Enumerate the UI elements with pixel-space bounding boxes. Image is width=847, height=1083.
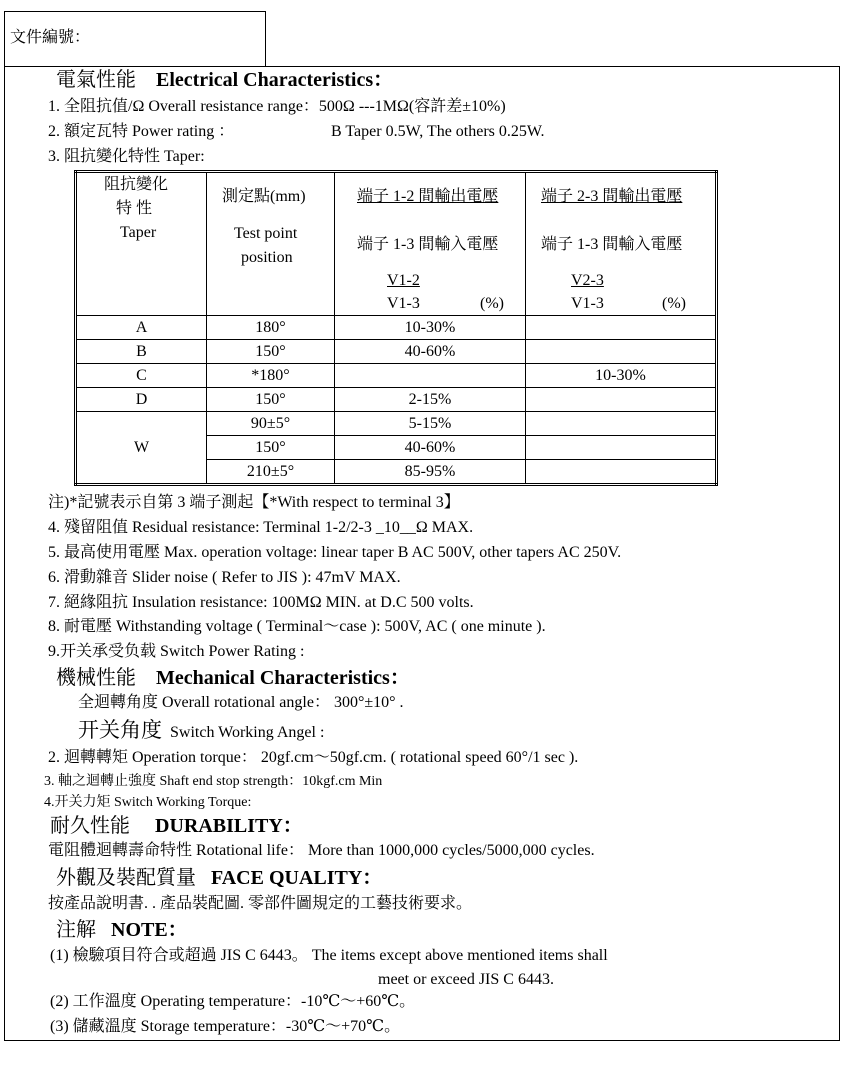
table-row bbox=[76, 316, 717, 340]
note-item-1: (1) 檢驗項目符合或超過 JIS C 6443。 The items except above mentioned items shall bbox=[50, 947, 608, 964]
header-v23-unit: (%) bbox=[662, 295, 686, 312]
cell-v12: 40-60% bbox=[335, 340, 526, 364]
header-test-point-cn: 測定點(mm) bbox=[222, 188, 306, 205]
cell-v23 bbox=[526, 316, 717, 340]
header-v12 bbox=[335, 172, 526, 316]
note-item-3: (3) 儲藏溫度 Storage temperature：-30℃～+70℃。 bbox=[50, 1018, 401, 1035]
note-title-cn: 注解 bbox=[56, 919, 96, 941]
cell-v12: 40-60% bbox=[335, 436, 526, 460]
cell-taper: B bbox=[76, 340, 207, 364]
spec-line-taper: 3. 阻抗變化特性 Taper: bbox=[48, 148, 205, 165]
spec-line-slider-noise: 6. 滑動雜音 Slider noise ( Refer to JIS ): 47mV MAX. bbox=[48, 569, 401, 586]
face-quality-title-cn: 外觀及裝配質量 bbox=[56, 867, 196, 889]
header-v12-unit: (%) bbox=[480, 295, 504, 312]
header-test-point-en1: Test point bbox=[234, 225, 298, 242]
header-test-point bbox=[207, 172, 335, 316]
switch-angle-en: Switch Working Angel : bbox=[170, 724, 325, 741]
spec-line-torque: 2. 迴轉轉矩 Operation torque： 20gf.cm～50gf.cm. ( rotational speed 60°/1 sec ). bbox=[48, 749, 579, 766]
table-row bbox=[76, 340, 717, 364]
cell-v12: 2-15% bbox=[335, 388, 526, 412]
table-row bbox=[76, 364, 717, 388]
spec-line-power-rating: 2. 額定瓦特 Power rating ： bbox=[48, 123, 235, 140]
cell-v23 bbox=[526, 412, 717, 436]
cell-point: 90±5° bbox=[207, 412, 335, 436]
cell-taper: D bbox=[76, 388, 207, 412]
cell-v12: 10-30% bbox=[335, 316, 526, 340]
electrical-title-cn: 電氣性能 bbox=[56, 69, 136, 91]
cell-point: 150° bbox=[207, 388, 335, 412]
spec-line-rotational-angle: 全迴轉角度 Overall rotational angle： 300°±10° . bbox=[78, 694, 404, 711]
taper-table bbox=[74, 170, 718, 486]
cell-v23 bbox=[526, 340, 717, 364]
cell-v23 bbox=[526, 460, 717, 485]
doc-number-label: 文件編號： bbox=[10, 29, 91, 46]
cell-point: 210±5° bbox=[207, 460, 335, 485]
spec-line-shaft-stop: 3. 軸之迴轉止強度 Shaft end stop strength：10kgf.cm Min bbox=[44, 774, 383, 789]
electrical-title-en: Electrical Characteristics： bbox=[156, 69, 394, 91]
spec-line-rotational-life: 電阻體迴轉壽命特性 Rotational life： More than 1000,000 cycles/5000,000 cycles. bbox=[48, 842, 595, 859]
table-header-row bbox=[76, 172, 717, 316]
electrical-title bbox=[56, 68, 393, 92]
cell-point: *180° bbox=[207, 364, 335, 388]
spec-line-withstanding: 8. 耐電壓 Withstanding voltage ( Terminal～case ): 500V, AC ( one minute ). bbox=[48, 618, 546, 635]
mechanical-title-cn: 機械性能 bbox=[56, 667, 136, 689]
durability-title-en: DURABILITY： bbox=[155, 815, 303, 837]
table-row bbox=[76, 388, 717, 412]
note-item-2: (2) 工作溫度 Operating temperature：-10℃～+60℃。 bbox=[50, 993, 416, 1010]
header-v23-denominator: V1-3 bbox=[571, 295, 604, 312]
cell-point: 150° bbox=[207, 340, 335, 364]
note-item-1-cont: meet or exceed JIS C 6443. bbox=[378, 971, 554, 988]
header-v23-input: 端子 1-3 間輸入電壓 bbox=[541, 236, 683, 253]
header-taper-en: Taper bbox=[120, 224, 157, 241]
note-title-en: NOTE： bbox=[111, 919, 188, 941]
spec-line-insulation: 7. 絕緣阻抗 Insulation resistance: 100MΩ MIN. at D.C 500 volts. bbox=[48, 594, 474, 611]
header-taper-cn1: 阻抗變化 bbox=[104, 176, 169, 193]
header-v23-output: 端子 2-3 間輸出電壓 bbox=[541, 188, 683, 205]
face-quality-title-en: FACE QUALITY： bbox=[211, 867, 383, 889]
cell-v12: 5-15% bbox=[335, 412, 526, 436]
note-title bbox=[56, 918, 188, 942]
header-v12-input: 端子 1-3 間輸入電壓 bbox=[357, 236, 499, 253]
spec-line-max-voltage: 5. 最高使用電壓 Max. operation voltage: linear taper B AC 500V, other tapers AC 250V. bbox=[48, 544, 622, 561]
durability-title-cn: 耐久性能 bbox=[50, 815, 130, 837]
header-v23-numerator: V2-3 bbox=[571, 272, 604, 289]
header-taper bbox=[76, 172, 207, 316]
spec-line-switch-angle bbox=[78, 720, 324, 743]
header-v23 bbox=[526, 172, 717, 316]
note-terminal-3: 注)*記號表示自第 3 端子測起【*With respect to terminal 3】 bbox=[48, 494, 460, 511]
spec-line-power-values: B Taper 0.5W, The others 0.25W. bbox=[331, 123, 545, 140]
face-quality-title bbox=[56, 866, 382, 890]
cell-v12: 85-95% bbox=[335, 460, 526, 485]
cell-v12 bbox=[335, 364, 526, 388]
mechanical-title bbox=[56, 666, 410, 690]
cell-v23 bbox=[526, 388, 717, 412]
spec-line-switch-power: 9.开关承受负载 Switch Power Rating : bbox=[48, 643, 305, 660]
cell-taper: A bbox=[76, 316, 207, 340]
header-taper-cn2: 特 性 bbox=[116, 200, 153, 217]
spec-line-switch-torque: 4.开关力矩 Switch Working Torque: bbox=[44, 795, 252, 810]
cell-taper: C bbox=[76, 364, 207, 388]
cell-v23 bbox=[526, 436, 717, 460]
spec-line-face-quality: 按產品說明書. . 產品裝配圖. 零部件圖規定的工藝技術要求。 bbox=[48, 895, 473, 912]
header-v12-numerator: V1-2 bbox=[387, 272, 420, 289]
header-v12-output: 端子 1-2 間輸出電壓 bbox=[357, 188, 499, 205]
cell-point: 180° bbox=[207, 316, 335, 340]
mechanical-title-en: Mechanical Characteristics： bbox=[156, 667, 410, 689]
table-row bbox=[76, 412, 717, 436]
durability-title bbox=[50, 814, 303, 838]
spec-line-resistance-range: 1. 全阻抗值/Ω Overall resistance range：500Ω ---1MΩ(容許差±10%) bbox=[48, 98, 506, 115]
spec-line-residual: 4. 殘留阻值 Residual resistance: Terminal 1-2/2-3 _10__Ω MAX. bbox=[48, 519, 474, 536]
switch-angle-cn: 开关角度 bbox=[78, 718, 162, 742]
cell-point: 150° bbox=[207, 436, 335, 460]
header-v12-denominator: V1-3 bbox=[387, 295, 420, 312]
header-test-point-en2: position bbox=[241, 249, 293, 266]
cell-v23: 10-30% bbox=[526, 364, 717, 388]
cell-taper-w: W bbox=[76, 412, 207, 485]
